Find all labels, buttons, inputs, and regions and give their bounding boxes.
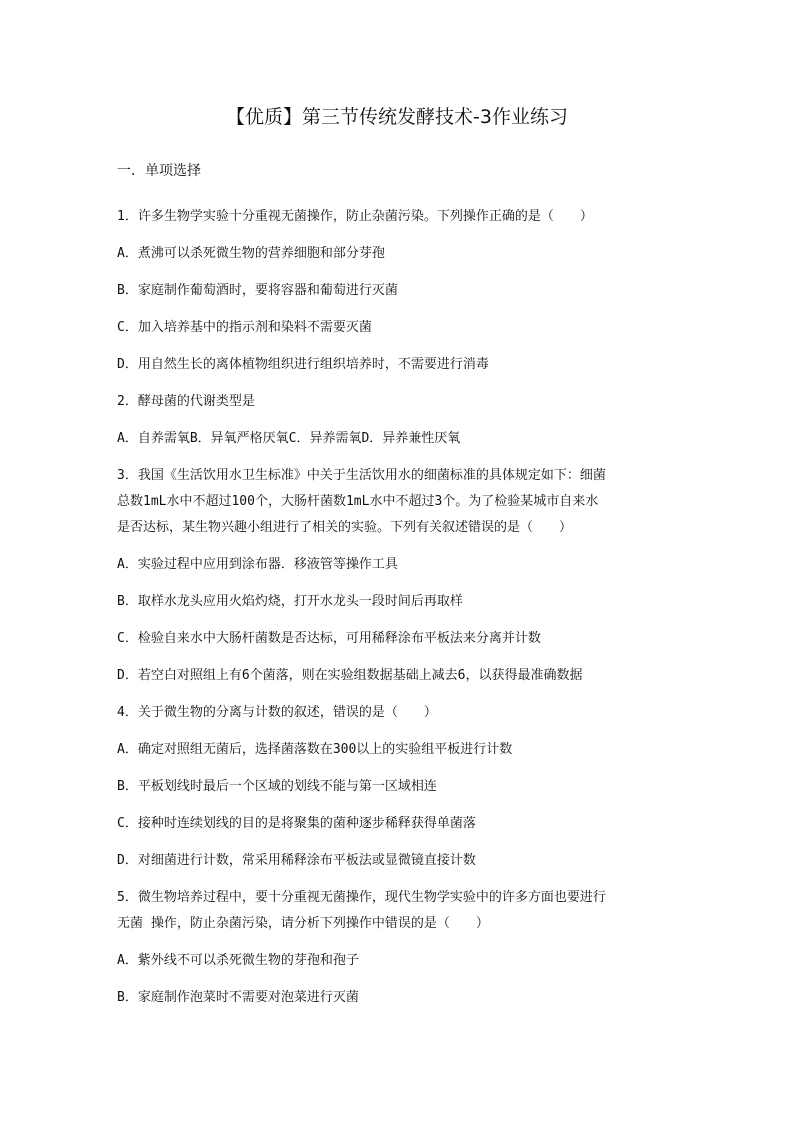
question-list	[117, 204, 683, 1022]
question-2	[117, 389, 683, 452]
question-stem: 无菌 操作，防止杂菌污染，请分析下列操作中错误的是（ ）	[117, 916, 489, 931]
option-c: C．检验自来水中大肠杆菌数是否达标，可用稀释涂布平板法来分离并计数	[117, 631, 541, 646]
option-b: B．家庭制作葡萄酒时，要将容器和葡萄进行灭菌	[117, 283, 398, 298]
option-a: A．紫外线不可以杀死微生物的芽孢和孢子	[117, 953, 359, 968]
question-1	[117, 204, 683, 378]
option-d: D．用自然生长的离体植物组织进行组织培养时，不需要进行消毒	[117, 357, 489, 372]
option-b: B．家庭制作泡菜时不需要对泡菜进行灭菌	[117, 990, 359, 1005]
option-a: A．实验过程中应用到涂布器．移液管等操作工具	[117, 557, 398, 572]
option-d: D．对细菌进行计数，常采用稀释涂布平板法或显微镜直接计数	[117, 853, 476, 868]
question-stem: 4．关于微生物的分离与计数的叙述，错误的是（ ）	[117, 705, 437, 720]
question-stem: 3．我国《生活饮用水卫生标准》中关于生活饮用水的细菌标准的具体规定如下：细菌	[117, 468, 606, 483]
option-b: B．平板划线时最后一个区域的划线不能与第一区域相连	[117, 779, 437, 794]
option-line: A．自养需氧B．异氧严格厌氧C．异养需氧D．异养兼性厌氧	[117, 431, 461, 446]
option-c: C．接种时连续划线的目的是将聚集的菌种逐步稀释获得单菌落	[117, 816, 476, 831]
page-title: 【优质】第三节传统发酵技术-3作业练习	[226, 106, 568, 128]
option-a: A．煮沸可以杀死微生物的营养细胞和部分芽孢	[117, 246, 385, 261]
option-d: D．若空白对照组上有6个菌落，则在实验组数据基础上减去6，以获得最准确数据	[117, 668, 583, 683]
question-3	[117, 463, 683, 689]
question-stem: 2．酵母菌的代谢类型是	[117, 394, 255, 409]
question-stem: 总数1mL水中不超过100个，大肠杆菌数1mL水中不超过3个。为了检验某城市自来水	[117, 494, 599, 509]
question-5	[117, 885, 683, 1011]
section-heading: 一．单项选择	[117, 163, 201, 179]
option-a: A．确定对照组无菌后，选择菌落数在300以上的实验组平板进行计数	[117, 742, 513, 757]
question-stem: 是否达标，某生物兴趣小组进行了相关的实验。下列有关叙述错误的是（ ）	[117, 520, 573, 535]
question-4	[117, 700, 683, 874]
question-stem: 1．许多生物学实验十分重视无菌操作，防止杂菌污染。下列操作正确的是（ ）	[117, 209, 593, 224]
question-stem: 5．微生物培养过程中，要十分重视无菌操作，现代生物学实验中的许多方面也要进行	[117, 890, 606, 905]
option-b: B．取样水龙头应用火焰灼烧，打开水龙头一段时间后再取样	[117, 594, 463, 609]
option-c: C．加入培养基中的指示剂和染料不需要灭菌	[117, 320, 372, 335]
